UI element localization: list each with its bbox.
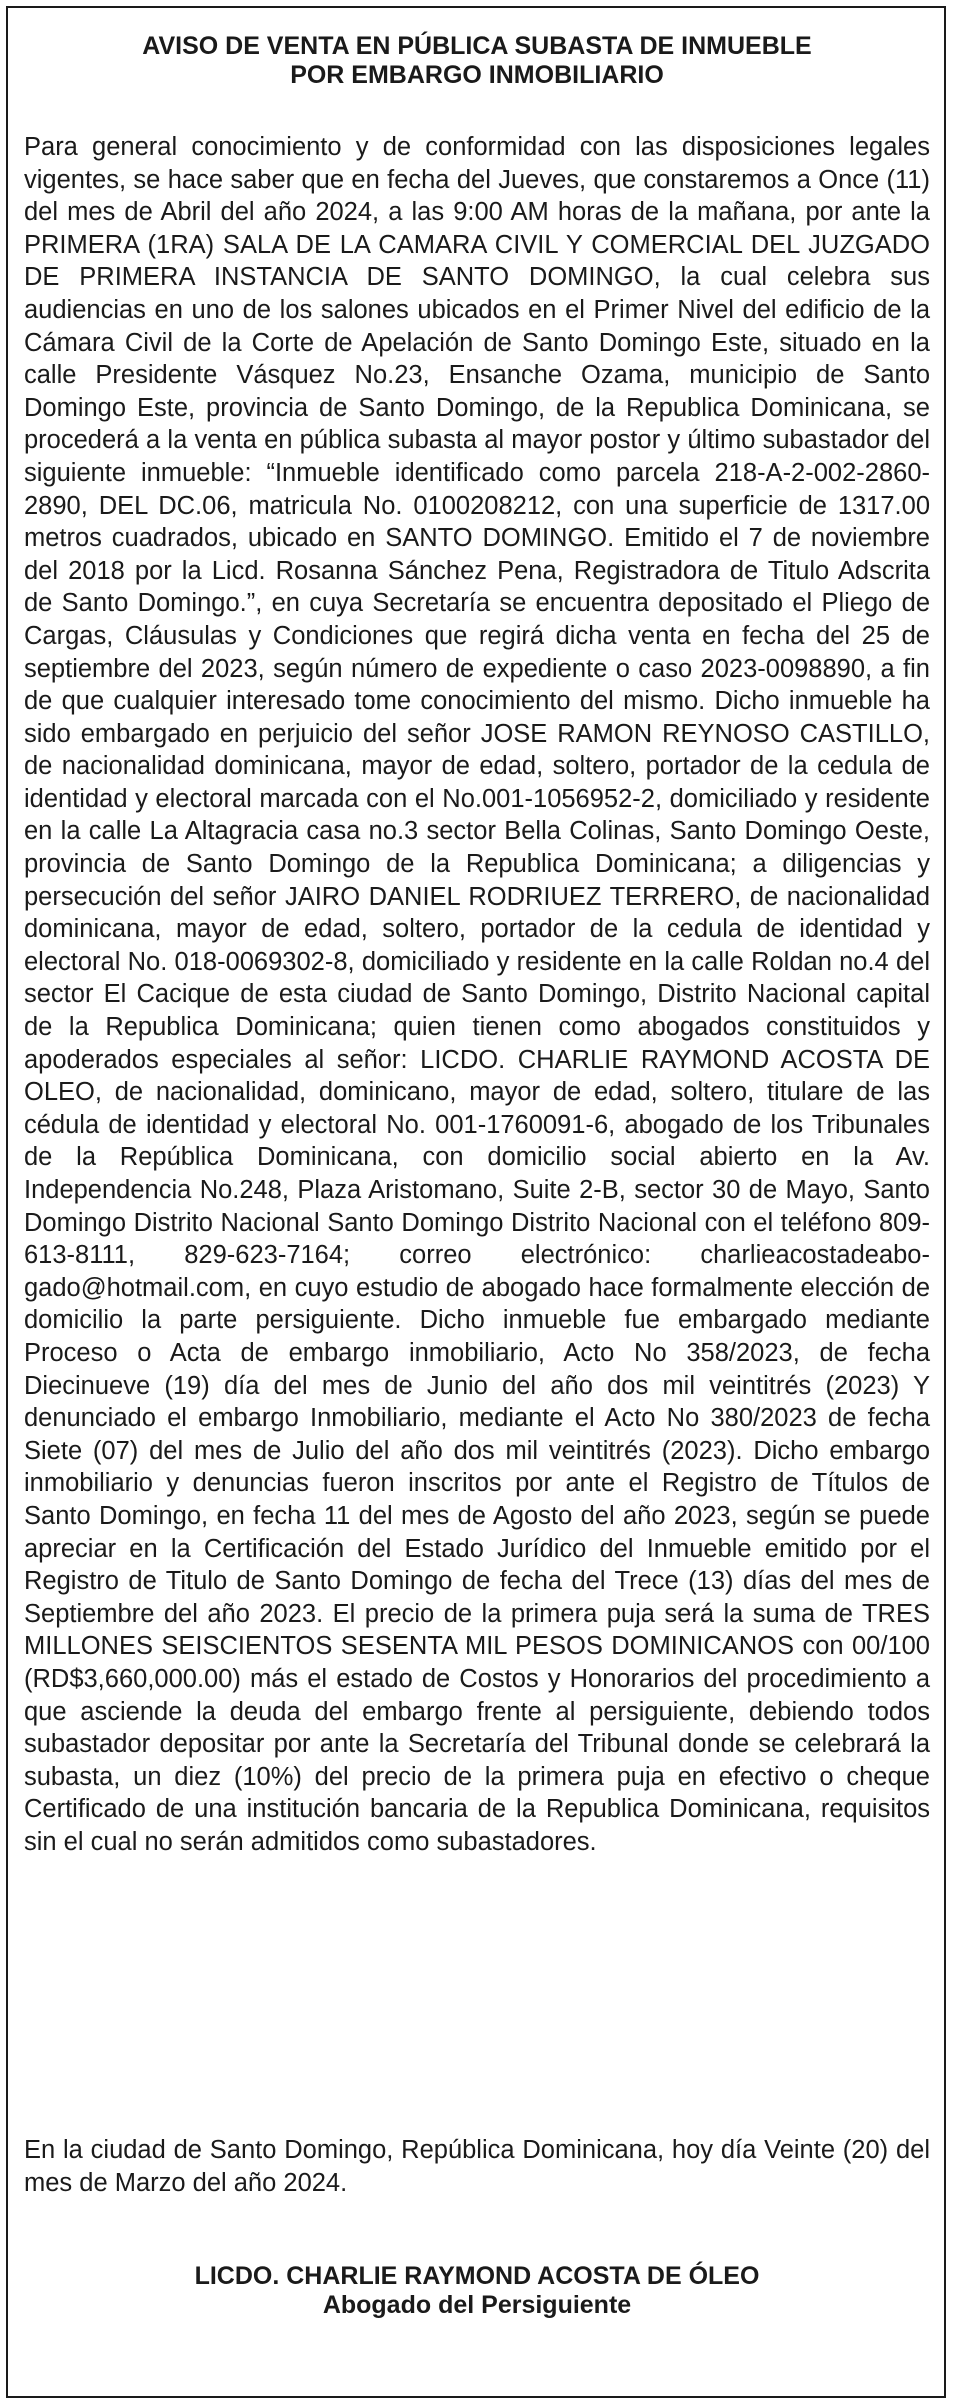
signature-block: [0, 2262, 954, 2320]
signature-name: LICDO. CHARLIE RAYMOND ACOSTA DE ÓLEO: [194, 2262, 760, 2290]
notice-title: [0, 32, 954, 90]
title-line-1: AVISO DE VENTA EN PÚBLICA SUBASTA DE INMUEBLE: [142, 32, 812, 60]
signature-role: Abogado del Persiguiente: [322, 2291, 632, 2319]
notice-closing: En la ciudad de Santo Domingo, República Dominicana, hoy día Veinte (20) del mes de Marzo del año 2024.: [24, 2136, 930, 2197]
notice-body: Para general conocimiento y de conformidad con las disposiciones legales vigentes, se hace saber que en fecha del Jueves, que constaremos a Once (11) del mes de Abril del año 2024, a las 9:00 AM horas de la mañana, por ante la PRIMERA (1RA) SALA DE LA CAMARA CIVIL Y COMERCIAL DEL JUZGADO DE PRIMERA INSTANCIA DE SANTO DOMINGO, la cual celebra sus audiencias en uno de los salones ubicados en el Primer Nivel del edificio de la Cámara Civil de la Corte de Apelación de Santo Domingo Este, situado en la calle Presidente Vásquez No.23, Ensanche Ozama, municipio de Santo Domingo Este, provincia de Santo Domingo, de la Republica Dominicana, se procederá a la venta en pública subasta al mayor postor y último subastador del siguiente inmueble: “Inmueble identificado como parcela 218-A-2-002-2860-2890, DEL DC.06, matricula No. 0100208212, con una superficie de 1317.00 metros cuadrados, ubicado en SANTO DOMINGO. Emitido el 7 de noviembre del 2018 por la Licd. Rosanna Sánchez Pena, Registradora de Titulo Adscrita de Santo Domingo.”, en cuya Secretaría se encuentra depositado el Pliego de Cargas, Cláusulas y Condiciones que regirá dicha venta en fecha del 25 de septiembre del 2023, según número de expediente o caso 2023-0098890, a fin de que cualquier interesado tome conocimiento del mismo. Dicho inmueble ha sido embargado en perjuicio del señor JOSE RAMON REYNOSO CASTILLO, de nacionalidad dominicana, mayor de edad, soltero, portador de la cedula de identidad y electoral marcada con el No.001-1056952-2, domiciliado y residente en la calle La Altagracia casa no.3 sector Bella Colinas, Santo Domingo Oeste, provincia de Santo Domingo de la Republica Dominicana; a diligencias y persecución del señor JAIRO DANIEL RODRIUEZ TERRERO, de nacionalidad dominicana, mayor de edad, soltero, portador de la cedula de identidad y electoral No. 018-0069302-8, domiciliado y residente en la calle Roldan no.4 del sector El Cacique de esta ciudad de Santo Domingo, Distrito Nacional capital de la Republica Dominicana; quien tienen como abogados constituidos y apoderados especiales al señor: LICDO. CHARLIE RAYMOND ACOSTA DE OLEO, de nacionalidad, dominicano, mayor de edad, soltero, titulare de las cédula de identidad y electoral No. 001-1760091-6, abogado de los Tribunales de la República Dominicana, con domicilio social abierto en la Av. Independencia No.248, Plaza Aristomano, Suite 2-B, sector 30 de Mayo, Santo Domingo Distrito Nacional Santo Domingo Distrito Nacional con el teléfono 809-613-8111, 829-623-7164; correo electrónico: charlieacostadeabogado@hotmail.com, en cuyo estudio de abogado hace formalmente elección de domicilio la parte persiguiente. Dicho inmueble fue embargado mediante Proceso o Acta de embargo inmobiliario, Acto No 358/2023, de fecha Diecinueve (19) día del mes de Junio del año dos mil veintitrés (2023) Y denunciado el embargo Inmobiliario, mediante el Acto No 380/2023 de fecha Siete (07) del mes de Julio del año dos mil veintitrés (2023). Dicho embargo inmobiliario y denuncias fueron inscritos por ante el Registro de Títulos de Santo Domingo, en fecha 11 del mes de Agosto del año 2023, según se puede apreciar en la Certificación del Estado Jurídico del Inmueble emitido por el Registro de Titulo de Santo Domingo de fecha del Trece (13) días del mes de Septiembre del año 2023. El precio de la primera puja será la suma de TRES MILLONES SEISCIENTOS SESENTA MIL PESOS DOMINICANOS con 00/100 (RD$3,660,000.00) más el estado de Costos y Honorarios del procedimiento a que asciende la deuda del embargo frente al persiguiente, debiendo todos subastador depositar por ante la Secretaría del Tribunal donde se celebrará la subasta, un diez (10%) del precio de la primera puja en efectivo o cheque Certificado de una institución bancaria de la Republica Dominicana, requisitos sin el cual no serán admitidos como subastadores.: [24, 133, 930, 1856]
title-line-2: POR EMBARGO INMOBILIARIO: [290, 61, 664, 89]
